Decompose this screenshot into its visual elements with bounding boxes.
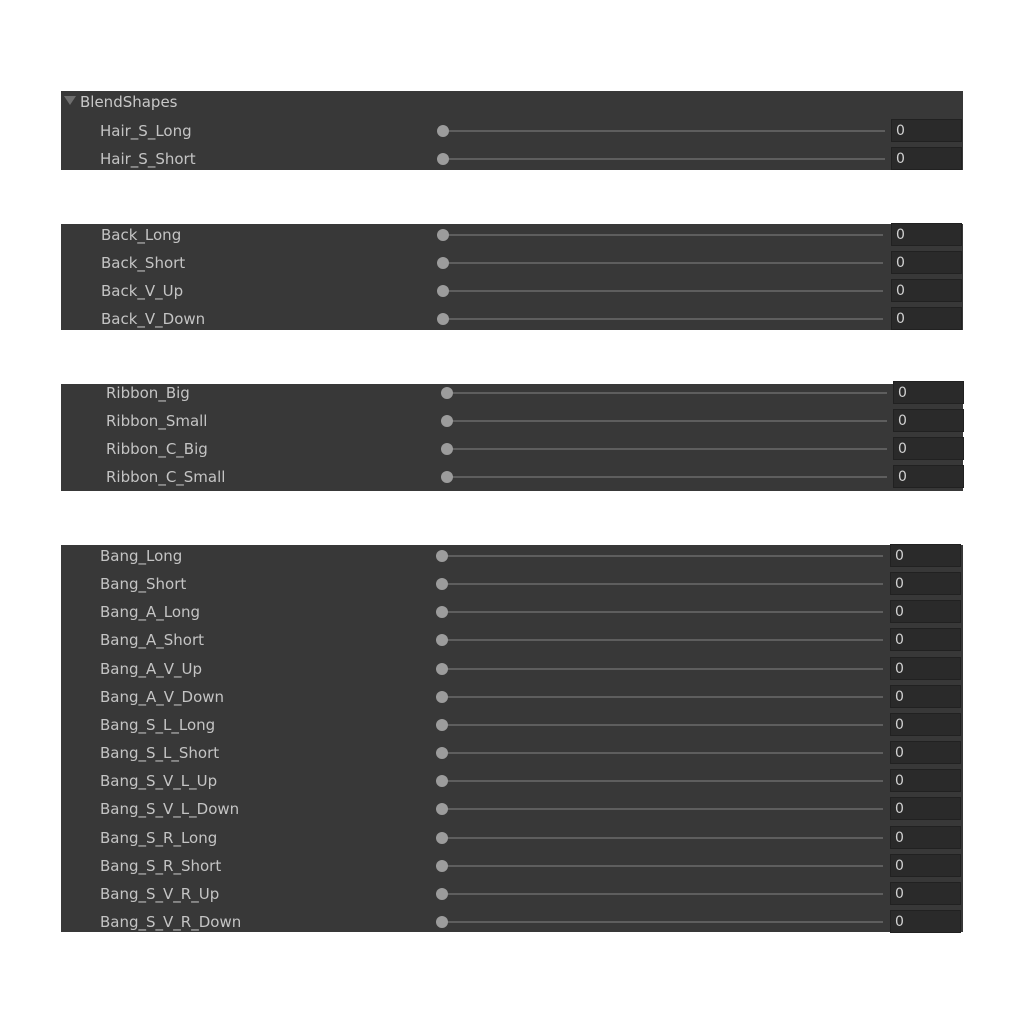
blendshape-panel bbox=[61, 384, 963, 491]
slider-track[interactable] bbox=[443, 234, 883, 236]
slider-thumb[interactable] bbox=[441, 387, 453, 399]
blendshape-row bbox=[61, 852, 963, 880]
slider-track[interactable] bbox=[443, 318, 883, 320]
blendshape-label: Ribbon_C_Small bbox=[106, 468, 226, 487]
blendshape-label: Back_V_Down bbox=[101, 310, 206, 329]
blendshape-label: Ribbon_Small bbox=[106, 412, 208, 431]
blendshape-panel bbox=[61, 224, 963, 330]
blendshape-label: Bang_Long bbox=[100, 547, 183, 565]
slider-thumb[interactable] bbox=[436, 860, 448, 872]
value-field[interactable]: 0 bbox=[890, 910, 961, 933]
value-field[interactable]: 0 bbox=[890, 769, 961, 792]
slider-track[interactable] bbox=[442, 865, 883, 867]
slider-thumb[interactable] bbox=[436, 606, 448, 618]
blendshape-row bbox=[61, 908, 963, 936]
slider-thumb[interactable] bbox=[436, 663, 448, 675]
slider-track[interactable] bbox=[442, 752, 883, 754]
blendshape-label: Bang_A_Long bbox=[100, 603, 201, 622]
blendshape-row bbox=[61, 463, 963, 491]
blendshape-label: Bang_S_L_Long bbox=[100, 715, 216, 734]
blendshape-label: Bang_S_R_Short bbox=[100, 856, 222, 875]
blendshape-row bbox=[61, 655, 963, 683]
value-field[interactable]: 0 bbox=[890, 741, 961, 764]
blendshape-row bbox=[61, 249, 963, 277]
slider-thumb[interactable] bbox=[436, 775, 448, 787]
blendshape-label: Ribbon_Big bbox=[106, 384, 190, 402]
blendshape-row bbox=[61, 880, 963, 908]
blendshape-label: Bang_S_V_R_Down bbox=[100, 912, 242, 931]
value-field[interactable]: 0 bbox=[890, 713, 961, 736]
slider-thumb[interactable] bbox=[437, 229, 449, 241]
blendshape-label: Bang_S_V_R_Up bbox=[100, 884, 220, 903]
blendshape-row bbox=[61, 626, 963, 654]
blendshape-row bbox=[61, 598, 963, 626]
slider-track[interactable] bbox=[447, 476, 887, 478]
slider-track[interactable] bbox=[442, 639, 883, 641]
slider-track[interactable] bbox=[442, 555, 883, 557]
blendshape-label: Bang_Short bbox=[100, 575, 187, 594]
slider-thumb[interactable] bbox=[436, 691, 448, 703]
blendshape-row bbox=[61, 683, 963, 711]
slider-thumb[interactable] bbox=[437, 125, 449, 137]
value-field[interactable]: 0 bbox=[890, 854, 961, 877]
slider-track[interactable] bbox=[443, 290, 883, 292]
blendshape-label: Bang_S_V_L_Up bbox=[100, 772, 218, 791]
slider-thumb[interactable] bbox=[441, 471, 453, 483]
slider-track[interactable] bbox=[442, 837, 883, 839]
slider-thumb[interactable] bbox=[436, 803, 448, 815]
blendshape-label: Bang_A_V_Up bbox=[100, 659, 203, 678]
slider-thumb[interactable] bbox=[436, 916, 448, 928]
slider-thumb[interactable] bbox=[436, 832, 448, 844]
value-field[interactable]: 0 bbox=[893, 409, 964, 432]
value-field[interactable]: 0 bbox=[891, 147, 962, 170]
blendshape-row bbox=[61, 570, 963, 598]
blendshape-row bbox=[61, 379, 963, 407]
slider-track[interactable] bbox=[447, 448, 887, 450]
blendshape-label: Ribbon_C_Big bbox=[106, 440, 208, 459]
slider-thumb[interactable] bbox=[436, 888, 448, 900]
slider-thumb[interactable] bbox=[441, 415, 453, 427]
slider-track[interactable] bbox=[442, 583, 883, 585]
blendshape-label: Bang_S_V_L_Down bbox=[100, 800, 240, 819]
blendshape-row bbox=[61, 221, 963, 249]
slider-thumb[interactable] bbox=[437, 313, 449, 325]
slider-thumb[interactable] bbox=[437, 257, 449, 269]
slider-track[interactable] bbox=[442, 893, 883, 895]
value-field[interactable]: 0 bbox=[891, 307, 962, 330]
blendshape-label: Bang_A_Short bbox=[100, 631, 205, 650]
slider-track[interactable] bbox=[443, 158, 885, 160]
blendshape-row bbox=[61, 767, 963, 795]
blendshape-row bbox=[61, 407, 963, 435]
slider-track[interactable] bbox=[442, 668, 883, 670]
value-field[interactable]: 0 bbox=[890, 628, 961, 651]
blendshape-row bbox=[61, 305, 963, 333]
slider-thumb[interactable] bbox=[436, 719, 448, 731]
blendshape-label: Bang_A_V_Down bbox=[100, 687, 225, 706]
blendshape-panel bbox=[61, 91, 963, 170]
value-field[interactable]: 0 bbox=[891, 279, 962, 302]
blendshape-label: Back_V_Up bbox=[101, 282, 184, 301]
slider-track[interactable] bbox=[447, 420, 887, 422]
slider-track[interactable] bbox=[442, 724, 883, 726]
value-field[interactable]: 0 bbox=[893, 465, 964, 488]
blendshape-row bbox=[61, 711, 963, 739]
blendshape-label: Bang_S_R_Long bbox=[100, 828, 218, 847]
slider-track[interactable] bbox=[443, 262, 883, 264]
value-field[interactable]: 0 bbox=[893, 381, 964, 404]
blendshape-row bbox=[61, 277, 963, 305]
blendshape-row bbox=[61, 145, 963, 173]
value-field[interactable]: 0 bbox=[890, 572, 961, 595]
slider-track[interactable] bbox=[442, 808, 883, 810]
value-field[interactable]: 0 bbox=[890, 797, 961, 820]
slider-track[interactable] bbox=[443, 130, 885, 132]
blendshape-row bbox=[61, 117, 963, 145]
slider-thumb[interactable] bbox=[436, 578, 448, 590]
slider-track[interactable] bbox=[442, 611, 883, 613]
value-field[interactable]: 0 bbox=[890, 657, 961, 680]
slider-thumb[interactable] bbox=[441, 443, 453, 455]
blendshape-row bbox=[61, 435, 963, 463]
slider-thumb[interactable] bbox=[436, 550, 448, 562]
slider-thumb[interactable] bbox=[436, 747, 448, 759]
slider-thumb[interactable] bbox=[437, 285, 449, 297]
value-field[interactable]: 0 bbox=[891, 251, 962, 274]
value-field[interactable]: 0 bbox=[890, 600, 961, 623]
blendshape-panel bbox=[61, 545, 963, 932]
value-field[interactable]: 0 bbox=[891, 223, 962, 246]
value-field[interactable]: 0 bbox=[893, 437, 964, 460]
slider-thumb[interactable] bbox=[437, 153, 449, 165]
foldout-title: BlendShapes bbox=[80, 93, 178, 111]
blendshape-label: Bang_S_L_Short bbox=[100, 744, 220, 763]
slider-thumb[interactable] bbox=[436, 634, 448, 646]
slider-track[interactable] bbox=[442, 780, 883, 782]
blendshape-row bbox=[61, 739, 963, 767]
blendshape-label: Hair_S_Short bbox=[100, 150, 196, 169]
value-field[interactable]: 0 bbox=[890, 685, 961, 708]
value-field[interactable]: 0 bbox=[890, 544, 961, 567]
slider-track[interactable] bbox=[442, 921, 883, 923]
blendshape-row bbox=[61, 542, 963, 570]
slider-track[interactable] bbox=[447, 392, 887, 394]
value-field[interactable]: 0 bbox=[891, 119, 962, 142]
value-field[interactable]: 0 bbox=[890, 882, 961, 905]
blendshape-label: Back_Long bbox=[101, 226, 182, 244]
blendshape-row bbox=[61, 824, 963, 852]
blendshapes-foldout[interactable] bbox=[61, 91, 963, 113]
blendshape-label: Back_Short bbox=[101, 254, 186, 273]
slider-track[interactable] bbox=[442, 696, 883, 698]
blendshape-label: Hair_S_Long bbox=[100, 122, 192, 140]
blendshape-row bbox=[61, 795, 963, 823]
foldout-triangle-icon[interactable] bbox=[64, 96, 76, 105]
value-field[interactable]: 0 bbox=[890, 826, 961, 849]
